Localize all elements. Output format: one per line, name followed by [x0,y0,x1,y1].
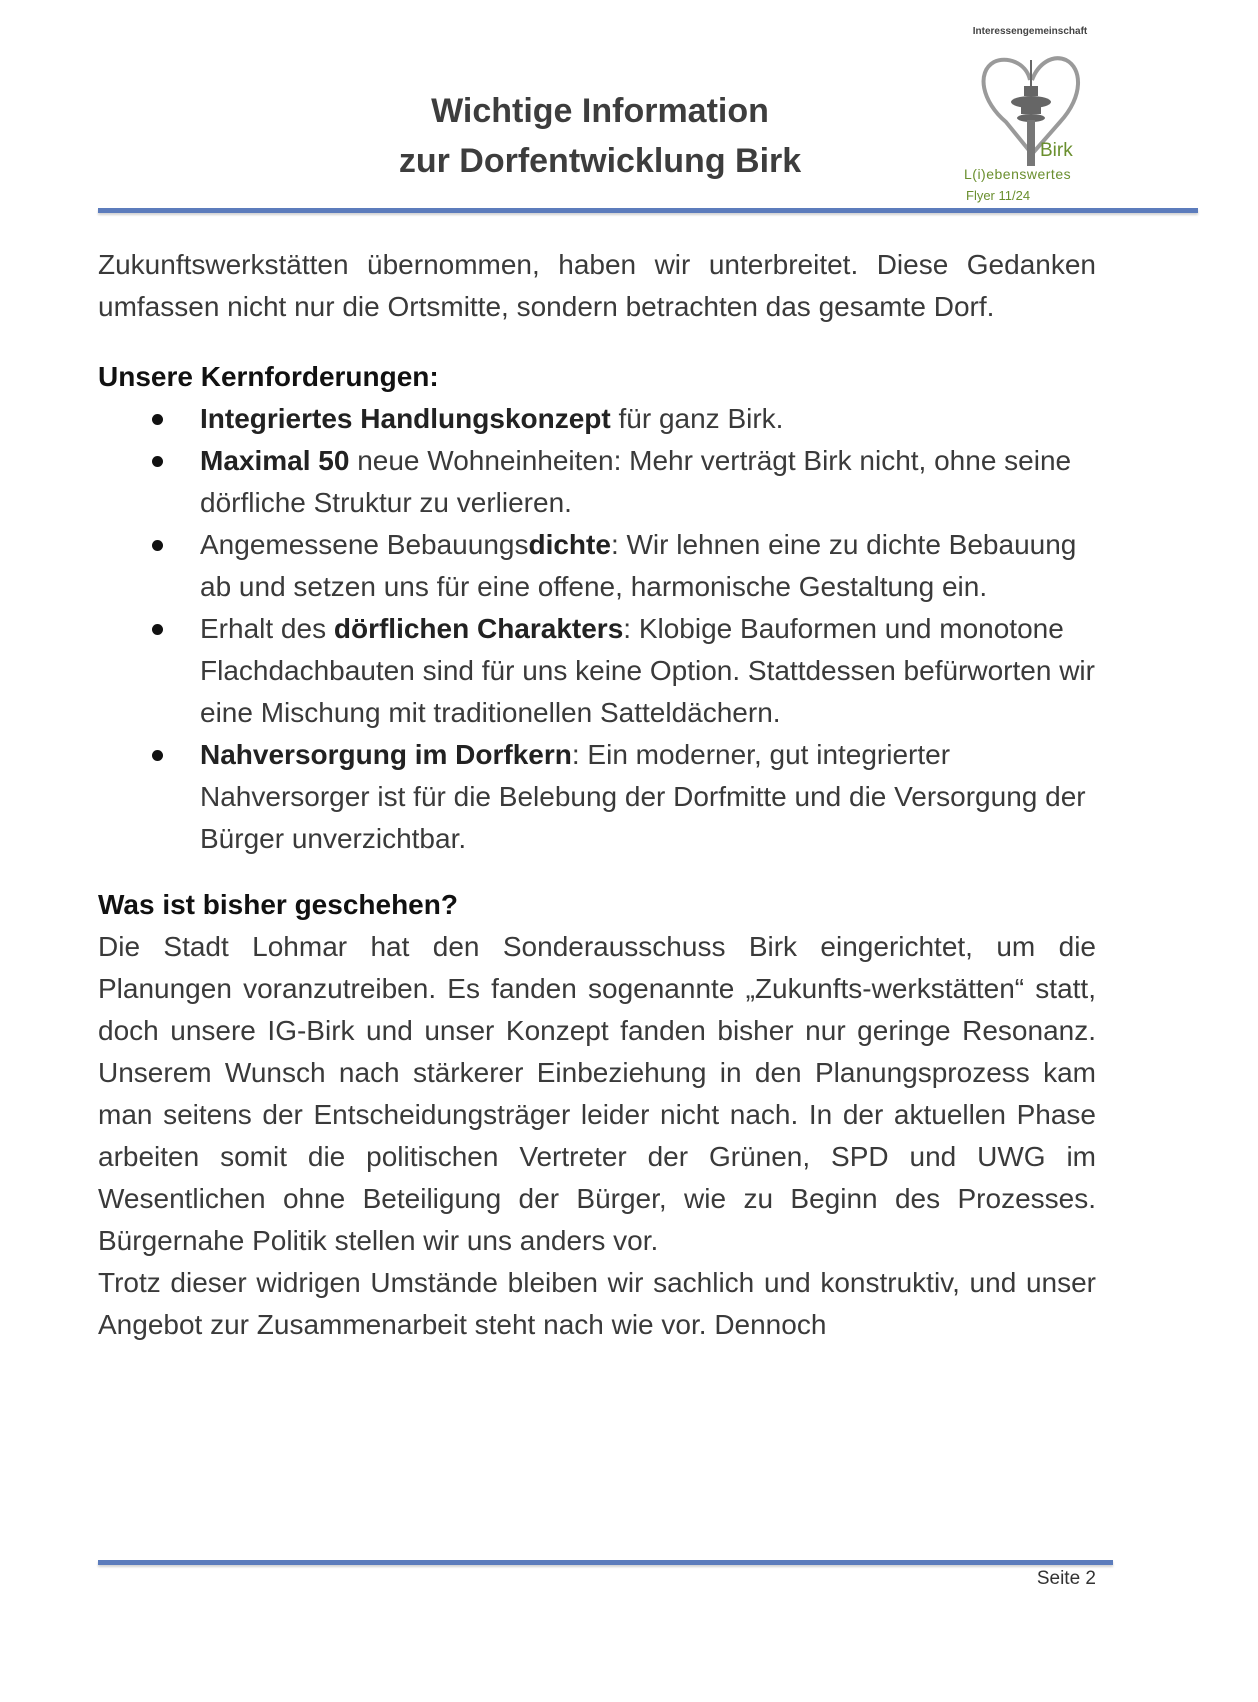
demands-list [98,398,1096,860]
title-line-1: Wichtige Information [431,92,769,130]
history-paragraph-1: Die Stadt Lohmar hat den Sonderausschuss Birk eingerichtet, um die Planungen voranzutreiben. Es fanden sogenannte „Zukunfts-werkstätten“ statt, doch unsere IG-Birk und unser Konzept fanden bisher nur geringe Resonanz. Unserem Wunsch nach stärkerer Einbeziehung in den Planungsprozess kam man seitens der Entscheidungsträger leider nicht nach. In der aktuellen Phase arbeiten somit die politischen Vertreter der Grünen, SPD und UWG im Wesentlichen ohne Beteiligung der Bürger, wie zu Beginn des Prozesses. Bürgernahe Politik stellen wir uns anders vor. [98,931,1096,1256]
footer-divider [98,1560,1113,1565]
bullet-dot-icon [152,750,163,761]
title-line-2: zur Dorfentwicklung Birk [398,142,802,180]
bullet-dot-icon [152,456,163,467]
page-title [300,86,900,186]
page-number: Seite 2 [1036,1568,1096,1589]
list-item: Erhalt des dörflichen Charakters: Klobige Bauformen und monotone Flachdachbauten sind für uns keine Option. Stattdessen befürworten wir eine Mischung mit traditionellen Satteldächern. [98,608,1096,734]
list-item: Maximal 50 neue Wohneinheiten: Mehr verträgt Birk nicht, ohne seine dörfliche Struktur zu verlieren. [98,440,1096,524]
header-divider [98,208,1198,213]
bullet-dot-icon [152,414,163,425]
flyer-number: Flyer 11/24 [966,188,1031,203]
list-item: Angemessene Bebauungsdichte: Wir lehnen eine zu dichte Bebauung ab und setzen uns für eine offene, harmonische Gestaltung ein. [98,524,1096,608]
list-item: Nahversorgung im Dorfkern: Ein moderner, gut integrierter Nahversorger ist für die Belebung der Dorfmitte und die Versorgung der Bürger unverzichtbar. [98,734,1096,860]
list-item: Integriertes Handlungskonzept für ganz Birk. [98,398,1096,440]
bullet-dot-icon [152,624,163,635]
logo-slogan-text: L(i)ebenswertes [964,166,1072,182]
ig-birk-logo [950,22,1110,212]
logo-org-text: Interessengemeinschaft [972,26,1088,37]
demands-heading: Unsere Kernforderungen: [98,361,439,392]
history-paragraph-2: Trotz dieser widrigen Umstände bleiben wir sachlich und konstruktiv, und unser Angebot zur Zusammenarbeit steht nach wie vor. Dennoch [98,1267,1096,1340]
document-body [98,244,1096,1346]
logo-birk-text: Birk [1040,140,1073,161]
history-heading: Was ist bisher geschehen? [98,889,458,920]
bullet-dot-icon [152,540,163,551]
tower-heart-logo-icon [966,50,1096,170]
intro-paragraph: Zukunftswerkstätten übernommen, haben wir unterbreitet. Diese Gedanken umfassen nicht nur die Ortsmitte, sondern betrachten das gesamte Dorf. [98,249,1096,322]
